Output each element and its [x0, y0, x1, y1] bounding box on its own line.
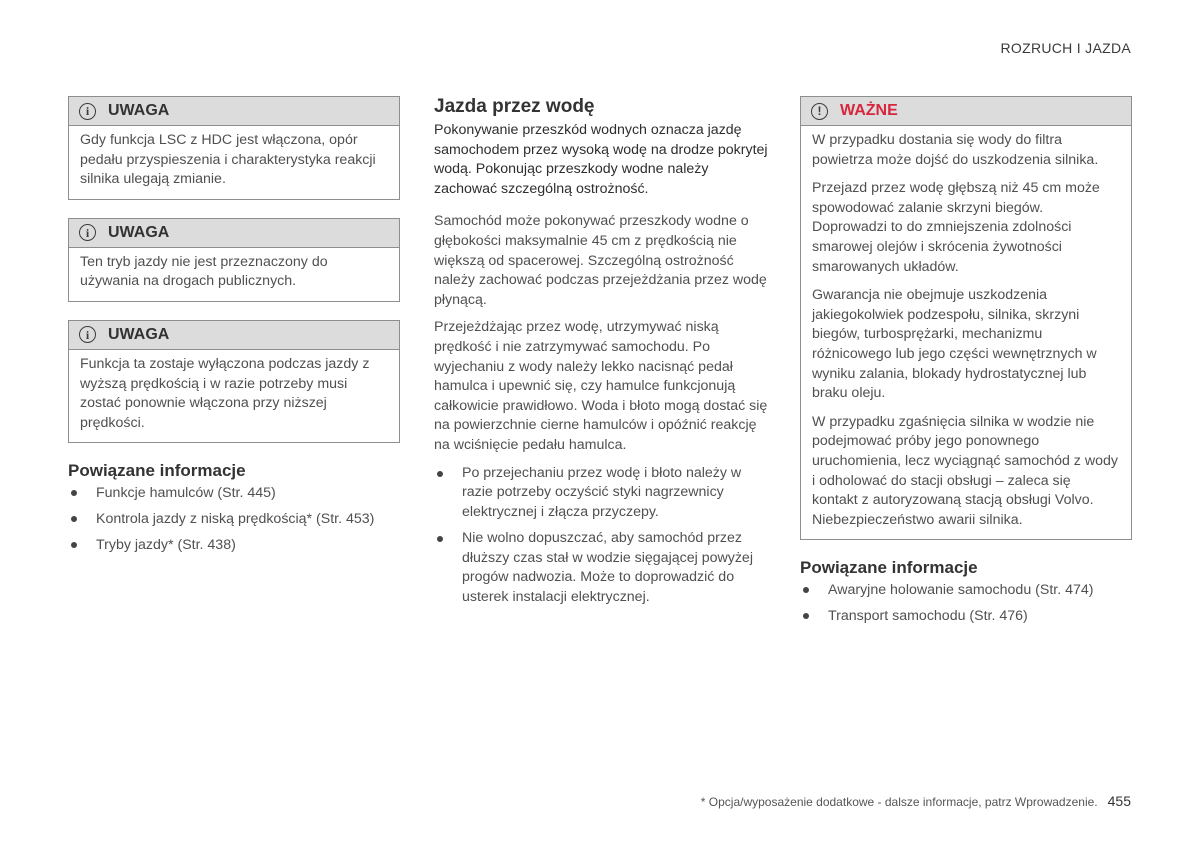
page-number: 455 [1107, 793, 1131, 809]
related-info-list [800, 580, 1132, 626]
exclamation-icon: ! [811, 103, 828, 120]
footer [701, 793, 1131, 809]
body-paragraph: Przejeżdżając przez wodę, utrzymywać niską prędkość i nie zatrzymywać samochodu. Po wyjechaniu z wody należy lekko nacisnąć pedał hamulca i upewnić się, czy hamulce funkcjonują całkowicie prawidłowo. Woda i błoto mogą dostać się na powierzchnie cierne hamulców i opóźnić reakcję na wciśnięcie pedału hamulca. [434, 319, 768, 453]
info-icon: i [79, 326, 96, 343]
info-icon: i [79, 224, 96, 241]
warning-text: Gwarancja nie obejmuje uszkodzenia jakiegokolwiek podzespołu, silnika, skrzyni biegów, turbosprężarki, mechanizmu różnicowego lub jego części wewnętrznych w wyniku zalania, blokady hydrostatycznej lub braku oleju. [812, 287, 1097, 402]
warning-header [801, 97, 1131, 126]
related-link[interactable]: Awaryjne holowanie samochodu (Str. 474) [800, 580, 1132, 600]
related-link[interactable]: Transport samochodu (Str. 476) [800, 606, 1132, 626]
related-link[interactable]: Funkcje hamulców (Str. 445) [68, 483, 400, 503]
note-text: Ten tryb jazdy nie jest przeznaczony do używania na drogach publicznych. [80, 253, 328, 290]
column-left [68, 96, 400, 561]
note-header [69, 97, 399, 126]
related-info-list [68, 483, 400, 555]
note-text: Gdy funkcja LSC z HDC jest włączona, opór pedału przyspieszenia i charakterystyka reakcji silnika ulegają zmianie. [80, 132, 376, 188]
related-link[interactable]: Kontrola jazdy z niską prędkością* (Str. 453) [68, 509, 400, 529]
warning-text: W przypadku zgaśnięcia silnika w wodzie nie podejmować próby jego ponownego uruchomienia, lecz wyciągnąć samochód z wody i odholować do stacji obsługi – zaleca się kontakt z autoryzowaną stacją obsługi Volvo. Niebezpieczeństwo awarii silnika. [812, 413, 1118, 528]
bullet-item: Nie wolno dopuszczać, aby samochód przez dłuższy czas stał w wodzie sięgającej powyżej progów nadwozia. Może to doprowadzić do usterek instalacji elektrycznej. [434, 529, 768, 607]
article-title: Jazda przez wodę [434, 96, 595, 117]
body-bullet-list [434, 464, 768, 608]
info-icon: i [79, 103, 96, 120]
bullet-item: Po przejechaniu przez wodę i błoto należy w razie potrzeby oczyścić styki nagrzewnicy elektrycznej i złącza przyczepy. [434, 464, 768, 523]
warning-label: WAŻNE [840, 102, 898, 119]
note-box [68, 96, 400, 200]
related-info-heading: Powiązane informacje [68, 461, 246, 481]
warning-body [801, 126, 1131, 539]
article-lead: Pokonywanie przeszkód wodnych oznacza jazdę samochodem przez wysoką wodę na drodze pokrytej wodą. Pokonując przeszkody wodne należy zachować szczególną ostrożność. [434, 122, 768, 197]
note-header [69, 321, 399, 350]
note-label: UWAGA [108, 325, 170, 343]
note-label: UWAGA [108, 223, 170, 241]
related-info-heading: Powiązane informacje [800, 558, 978, 578]
column-middle [434, 96, 768, 615]
related-link[interactable]: Tryby jazdy* (Str. 438) [68, 535, 400, 555]
column-right [800, 96, 1132, 632]
note-header [69, 219, 399, 248]
warning-box [800, 96, 1132, 540]
note-label: UWAGA [108, 102, 170, 119]
note-body [69, 248, 399, 301]
note-body [69, 350, 399, 442]
note-box [68, 320, 400, 443]
body-paragraph: Samochód może pokonywać przeszkody wodne o głębokości maksymalnie 45 cm z prędkością nie większą od spacerowej. Szczególną ostrożność należy zachować podczas przejeżdżania przez wodę płynącą. [434, 213, 767, 308]
section-header: ROZRUCH I JAZDA [1000, 40, 1131, 56]
note-text: Funkcja ta zostaje wyłączona podczas jazdy z wyższą prędkością i w razie potrzeby musi zostać ponownie włączona przy niższej prędkości. [80, 355, 370, 431]
warning-text: Przejazd przez wodę głębszą niż 45 cm może spowodować zalanie skrzyni biegów. Doprowadzi to do zmniejszenia zdolności smarowej olejów i skrócenia żywotności smarowanych układów. [812, 180, 1100, 275]
note-body [69, 126, 399, 199]
warning-text: W przypadku dostania się wody do filtra powietrza może dojść do uszkodzenia silnika. [812, 132, 1099, 168]
note-box [68, 218, 400, 302]
footnote: * Opcja/wyposażenie dodatkowe - dalsze informacje, patrz Wprowadzenie. [700, 795, 1098, 809]
